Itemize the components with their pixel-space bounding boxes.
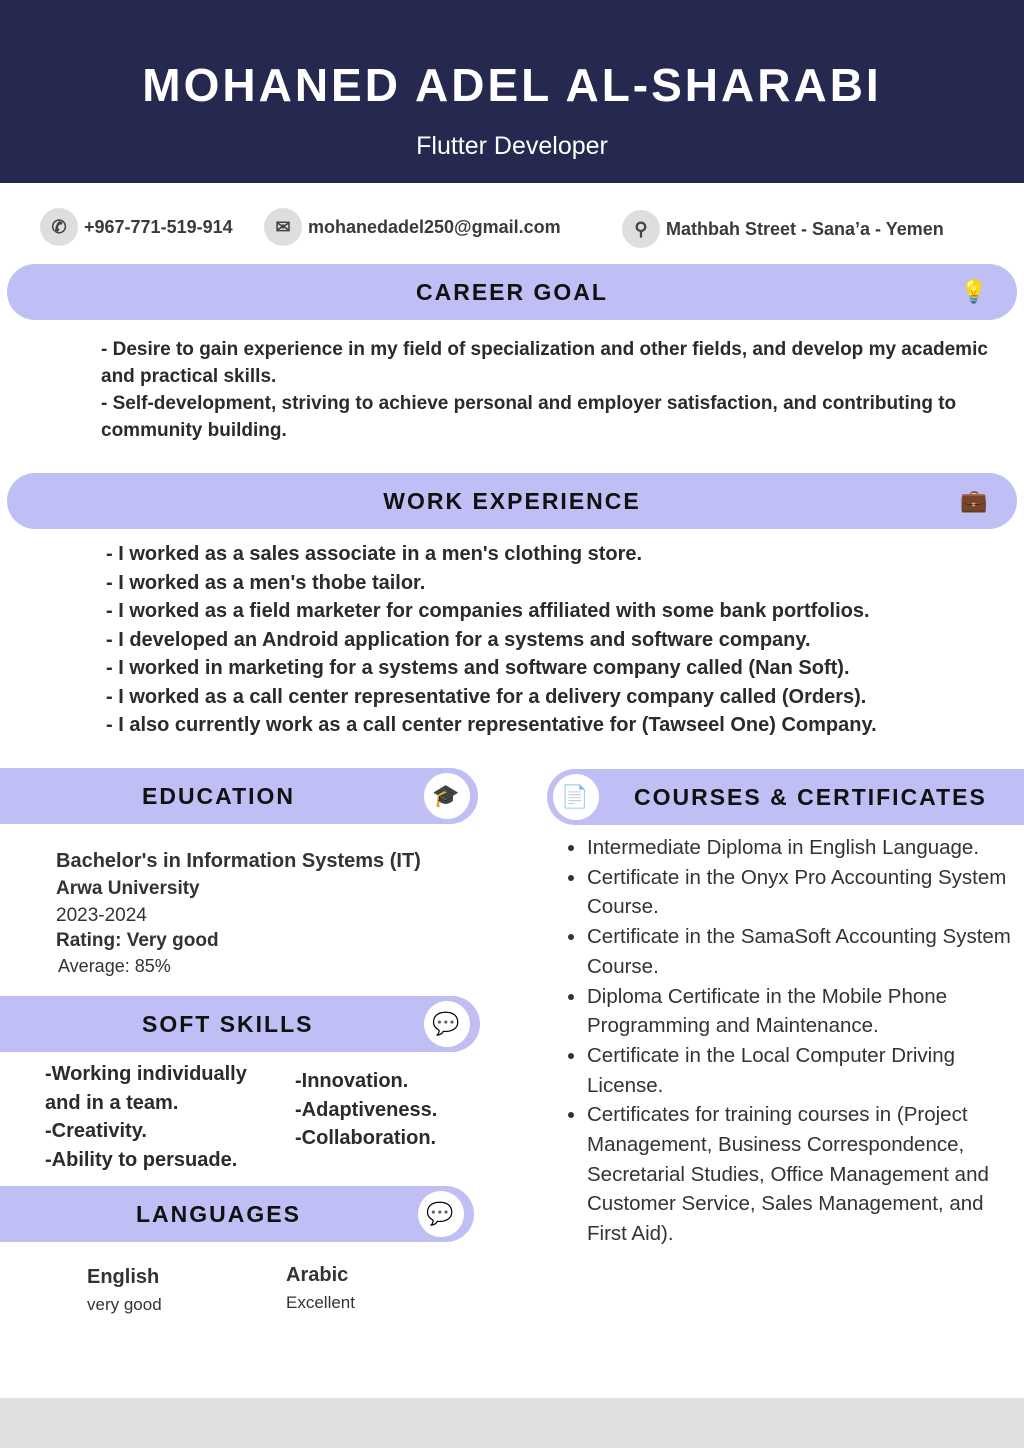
heading-text: EDUCATION [142,782,296,809]
courses-heading [547,769,1024,825]
language-name: Arabic [286,1264,349,1286]
job-title: Flutter Developer [416,132,608,160]
list-item: • Diploma Certificate in the Mobile Phone Programming and Maintenance. [587,982,1012,1041]
work-experience-heading [7,473,1017,529]
contact-email [264,208,561,246]
skill-item: -Adaptiveness. [295,1098,438,1121]
list-item: - I worked in marketing for a systems and software company called (Nan Soft). [106,657,850,679]
education-details [56,848,421,980]
work-experience-list [106,540,1006,740]
list-item: - I also currently work as a call center representative for (Tawseel One) Company. [106,714,877,736]
years: 2023-2024 [56,905,147,926]
skill-item: -Working individually and in a team. [45,1063,247,1114]
briefcase-icon: 💼 [960,488,990,513]
list-item: • Certificates for training courses in (Project Management, Business Correspondence, Secretarial Studies, Office Management and Customer Service, Sales Management, and First Aid). [587,1100,1012,1249]
list-item: - I worked as a men's thobe tailor. [106,571,426,594]
soft-skills-left [45,1060,285,1174]
lightbulb-gear-icon: 💡 [960,279,990,304]
list-item: • Intermediate Diploma in English Language. [587,833,1012,863]
location-pin-icon: ⚲ [622,210,660,248]
language-name: English [87,1266,160,1288]
languages-heading [0,1186,474,1242]
heading-text: WORK EXPERIENCE [383,487,641,514]
language-level: very good [87,1295,162,1314]
skill-item: -Ability to persuade. [45,1148,238,1171]
phone-icon: ✆ [40,208,78,246]
education-heading [0,768,478,824]
average: Average: 85% [58,956,171,976]
chat-bubbles-icon: 💬 [424,1001,470,1047]
phone-text: +967-771-519-914 [84,216,233,237]
footer-band [0,1398,1024,1448]
graduate-icon: 🎓 [424,773,470,819]
heading-text: CAREER GOAL [416,278,608,305]
skill-item: -Innovation. [295,1070,409,1092]
heading-text: LANGUAGES [136,1200,301,1227]
list-item: - I worked as a sales associate in a men's clothing store. [106,543,643,565]
heading-text: SOFT SKILLS [142,1010,314,1037]
list-item: • Certificate in the SamaSoft Accounting System Course. [587,922,1012,981]
header [0,0,1024,183]
mail-icon: ✉ [264,208,302,246]
skill-item: -Collaboration. [295,1127,437,1149]
list-item: - I developed an Android application for a systems and software company. [106,628,811,651]
language-english [87,1266,162,1315]
certificate-document-icon: 📄 [553,774,599,820]
language-arabic [286,1264,355,1313]
contact-address [622,210,944,248]
career-goal-heading [7,264,1017,320]
degree: Bachelor's in Information Systems (IT) [56,850,421,872]
university: Arwa University [56,878,200,899]
career-goal-text [101,336,991,444]
career-goal-line: - Desire to gain experience in my field of specialization and other fields, and develop my academic and practical skills. [101,339,988,387]
list-item: • Certificate in the Local Computer Driving License. [587,1041,1012,1100]
rating: Rating: Very good [56,930,219,951]
soft-skills-right [295,1067,437,1153]
soft-skills-heading [0,996,480,1052]
list-item: - I worked as a call center representative for a delivery company called (Orders). [106,685,867,708]
contact-phone [40,208,233,246]
courses-list [562,833,1012,1249]
chat-bubbles-icon: 💬 [418,1191,464,1237]
email-text: mohanedadel250@gmail.com [308,216,561,237]
full-name: MOHANED ADEL AL-SHARABI [142,59,882,111]
language-level: Excellent [286,1293,355,1312]
address-text: Mathbah Street - Sana’a - Yemen [666,218,944,239]
career-goal-line: - Self-development, striving to achieve personal and employer satisfaction, and contributing to community building. [101,393,957,441]
skill-item: -Creativity. [45,1120,147,1142]
list-item: - I worked as a field marketer for companies affiliated with some bank portfolios. [106,600,870,622]
list-item: • Certificate in the Onyx Pro Accounting System Course. [587,863,1012,922]
heading-text: COURSES & CERTIFICATES [634,783,987,810]
